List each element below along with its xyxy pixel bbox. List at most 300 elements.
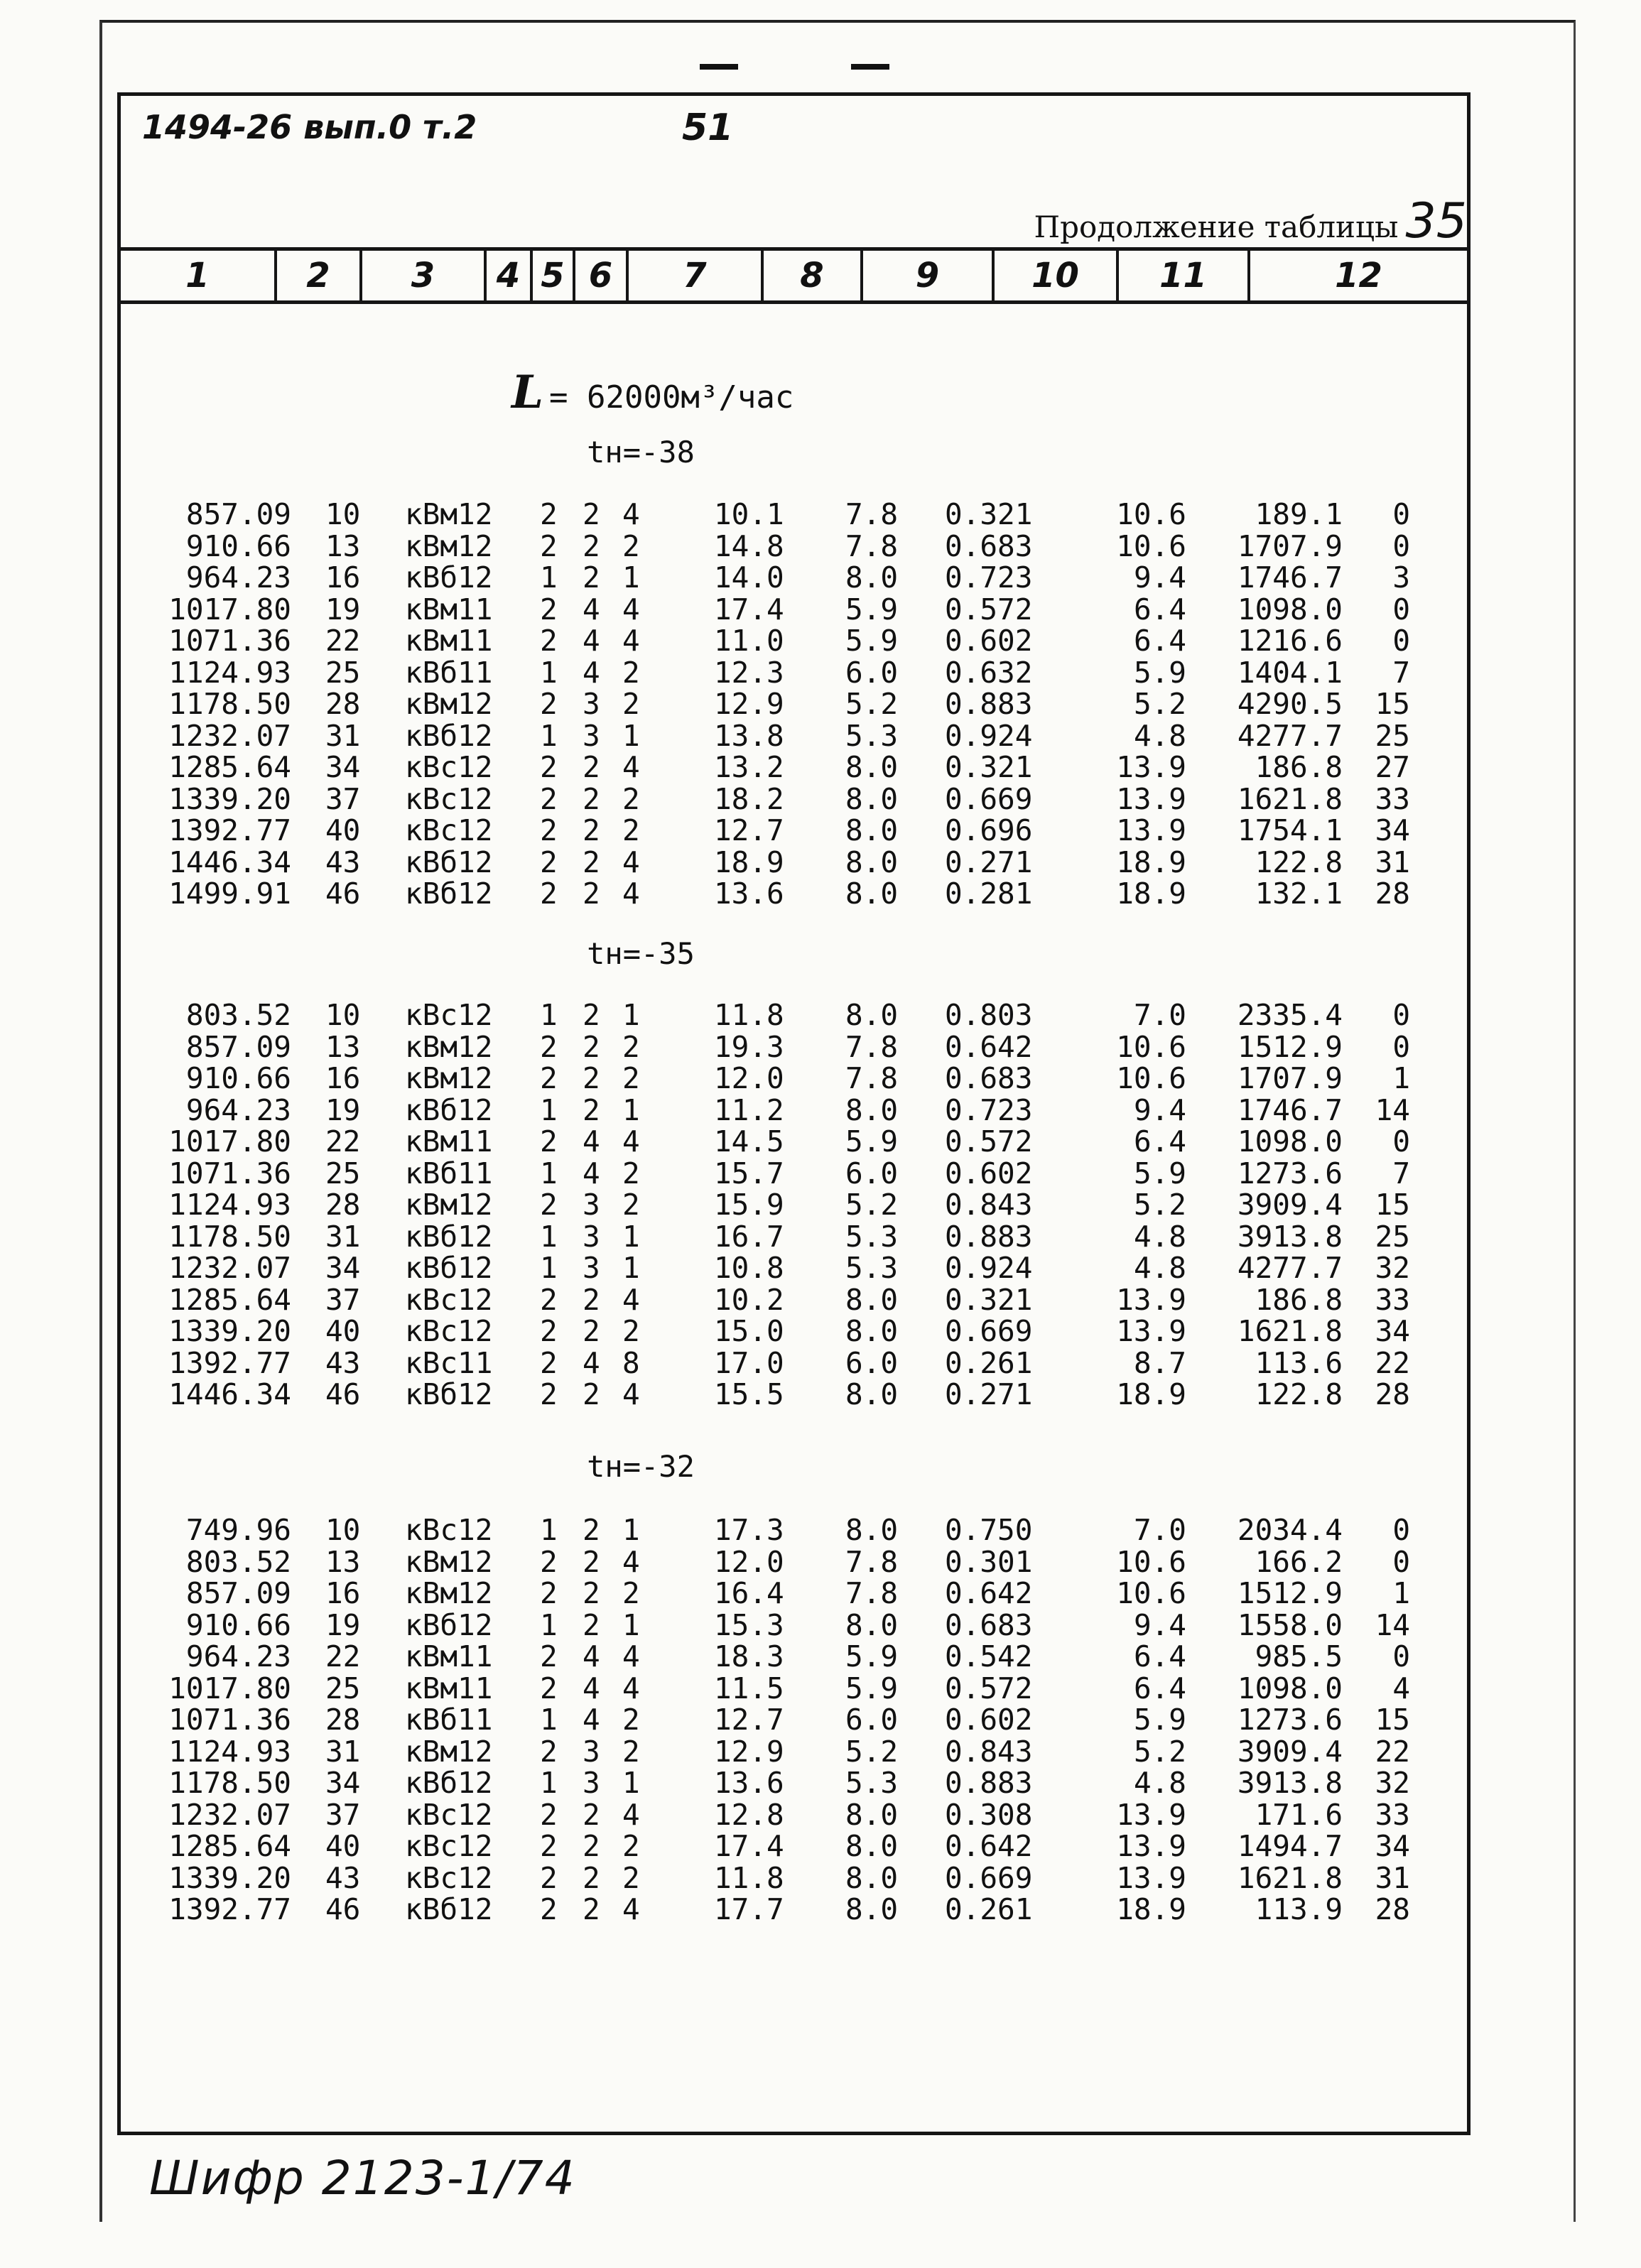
table-cell: 5.2 — [845, 1188, 899, 1222]
table-cell: 13.9 — [1116, 1860, 1186, 1895]
table-cell: 10.2 — [714, 1282, 784, 1317]
table-cell: 1124.93 — [168, 1188, 291, 1222]
table-cell: 122.8 — [1255, 1377, 1343, 1411]
table-cell: 16 — [325, 1576, 361, 1610]
table-cell: 40 — [325, 1829, 361, 1863]
table-cell: 2 — [622, 528, 640, 563]
table-cell: 25 — [1375, 718, 1410, 753]
table-cell: 803.52 — [185, 998, 291, 1032]
table-cell: 15.7 — [714, 1156, 784, 1190]
table-cell: 2 — [583, 998, 600, 1032]
table-cell: кВс12 — [405, 1282, 493, 1317]
table-cell: 22 — [1375, 1345, 1410, 1380]
table-cell: 28 — [325, 1703, 361, 1737]
table-cell: 0.261 — [945, 1892, 1033, 1926]
table-row — [0, 750, 1641, 782]
table-cell: 4 — [622, 1671, 640, 1705]
table-cell: 0.843 — [945, 1188, 1033, 1222]
table-cell: 8.0 — [845, 1282, 899, 1317]
table-row — [0, 1545, 1641, 1577]
table-cell: 0.803 — [945, 998, 1033, 1032]
table-cell: 4 — [583, 1671, 600, 1705]
table-cell: 2335.4 — [1237, 998, 1343, 1032]
table-cell: 3 — [583, 1734, 600, 1769]
table-cell: 1071.36 — [168, 1703, 291, 1737]
table-cell: кВм12 — [405, 1188, 493, 1222]
table-cell: 3 — [583, 718, 600, 753]
table-cell: 1178.50 — [168, 1219, 291, 1254]
table-row — [0, 497, 1641, 529]
table-cell: 1339.20 — [168, 1314, 291, 1348]
table-cell: 2 — [622, 1703, 640, 1737]
table-cell: 22 — [325, 1639, 361, 1673]
table-cell: 10.6 — [1116, 497, 1186, 531]
table-cell: 186.8 — [1255, 1282, 1343, 1317]
table-cell: 1 — [540, 1219, 558, 1254]
table-cell: 1 — [622, 1219, 640, 1254]
section-rows — [0, 1513, 1641, 1924]
table-cell: 5.9 — [845, 1124, 899, 1159]
table-cell: кВб12 — [405, 1892, 493, 1926]
table-cell: 189.1 — [1255, 497, 1343, 531]
table-cell: 8.0 — [845, 560, 899, 595]
table-cell: 11.2 — [714, 1092, 784, 1127]
table-cell: 4 — [622, 1797, 640, 1832]
table-cell: 5.9 — [845, 592, 899, 626]
table-cell: 14.5 — [714, 1124, 784, 1159]
table-cell: 2 — [540, 1029, 558, 1064]
table-cell: 3 — [583, 1251, 600, 1285]
table-cell: кВб12 — [405, 560, 493, 595]
table-cell: 4277.7 — [1237, 718, 1343, 753]
table-row — [0, 719, 1641, 751]
table-row — [0, 1513, 1641, 1545]
table-cell: кВс12 — [405, 1797, 493, 1832]
table-cell: 0.642 — [945, 1829, 1033, 1863]
table-cell: 8.0 — [845, 1829, 899, 1863]
table-cell: кВс12 — [405, 1513, 493, 1547]
table-cell: 34 — [1375, 1829, 1410, 1863]
column-header: 10 — [995, 251, 1119, 300]
table-cell: кВс12 — [405, 1314, 493, 1348]
table-cell: 2 — [540, 845, 558, 879]
table-cell: 8.0 — [845, 1314, 899, 1348]
table-cell: 4 — [583, 1639, 600, 1673]
table-row — [0, 1283, 1641, 1315]
table-cell: 2 — [540, 1345, 558, 1380]
table-cell: 5.2 — [845, 1734, 899, 1769]
table-cell: 2 — [622, 1156, 640, 1190]
table-row — [0, 1766, 1641, 1798]
table-cell: 1017.80 — [168, 1671, 291, 1705]
table-row — [0, 1156, 1641, 1188]
table-cell: 4 — [622, 750, 640, 784]
table-cell: 33 — [1375, 781, 1410, 816]
column-header: 4 — [487, 251, 533, 300]
table-cell: 7.8 — [845, 497, 899, 531]
table-cell: 7.0 — [1133, 998, 1186, 1032]
table-row — [0, 1735, 1641, 1767]
table-cell: 0 — [1392, 624, 1410, 658]
table-cell: 10.6 — [1116, 1544, 1186, 1579]
table-cell: кВм12 — [405, 528, 493, 563]
table-cell: 17.4 — [714, 1829, 784, 1863]
table-cell: 8.0 — [845, 845, 899, 879]
table-cell: 4 — [622, 1639, 640, 1673]
table-cell: 2 — [622, 813, 640, 847]
table-cell: 1 — [622, 1607, 640, 1642]
table-cell: кВм11 — [405, 624, 493, 658]
table-cell: 0 — [1392, 1544, 1410, 1579]
table-cell: 13.9 — [1116, 813, 1186, 847]
table-cell: 0.642 — [945, 1576, 1033, 1610]
table-cell: 0.683 — [945, 528, 1033, 563]
table-cell: 17.0 — [714, 1345, 784, 1380]
table-cell: 5.9 — [1133, 1703, 1186, 1737]
table-cell: 857.09 — [185, 1029, 291, 1064]
table-row — [0, 1798, 1641, 1830]
table-cell: 8 — [622, 1345, 640, 1380]
table-cell: 2 — [622, 1061, 640, 1095]
table-cell: 13.6 — [714, 1766, 784, 1800]
table-cell: 4 — [583, 624, 600, 658]
table-row — [0, 782, 1641, 814]
table-cell: 2 — [583, 1314, 600, 1348]
table-cell: 0.632 — [945, 655, 1033, 690]
table-cell: 1 — [540, 1092, 558, 1127]
table-cell: 22 — [1375, 1734, 1410, 1769]
table-cell: 6.4 — [1133, 1671, 1186, 1705]
table-cell: 1017.80 — [168, 592, 291, 626]
table-cell: 2 — [540, 497, 558, 531]
table-cell: 33 — [1375, 1282, 1410, 1317]
table-cell: 0.602 — [945, 1703, 1033, 1737]
table-cell: 12.9 — [714, 1734, 784, 1769]
table-cell: 910.66 — [185, 1061, 291, 1095]
table-cell: 2 — [583, 1797, 600, 1832]
table-cell: 13.9 — [1116, 1797, 1186, 1832]
table-cell: 1285.64 — [168, 750, 291, 784]
table-cell: 113.9 — [1255, 1892, 1343, 1926]
table-cell: 122.8 — [1255, 845, 1343, 879]
table-cell: 33 — [1375, 1797, 1410, 1832]
table-cell: 28 — [1375, 877, 1410, 911]
table-row — [0, 1124, 1641, 1159]
table-cell: 7.8 — [845, 1029, 899, 1064]
flow-formula — [511, 366, 794, 419]
table-cell: 8.0 — [845, 1607, 899, 1642]
table-cell: 17.4 — [714, 592, 784, 626]
table-cell: 16 — [325, 560, 361, 595]
table-cell: 2 — [540, 1061, 558, 1095]
table-cell: 40 — [325, 813, 361, 847]
table-cell: кВм12 — [405, 687, 493, 721]
section-title: tн=-38 — [587, 435, 695, 470]
table-cell: 14.0 — [714, 560, 784, 595]
table-cell: 1621.8 — [1237, 1314, 1343, 1348]
table-row — [0, 529, 1641, 561]
table-cell: 18.9 — [1116, 877, 1186, 911]
table-cell: 3 — [1392, 560, 1410, 595]
table-cell: 43 — [325, 1860, 361, 1895]
table-cell: 2 — [583, 845, 600, 879]
table-cell: 0.572 — [945, 1671, 1033, 1705]
table-cell: кВс12 — [405, 781, 493, 816]
table-cell: 6.0 — [845, 655, 899, 690]
table-cell: 2 — [622, 1188, 640, 1222]
table-cell: 1 — [540, 1156, 558, 1190]
table-cell: 5.2 — [845, 687, 899, 721]
table-cell: 2 — [540, 877, 558, 911]
table-cell: 46 — [325, 1377, 361, 1411]
table-cell: 2034.4 — [1237, 1513, 1343, 1547]
table-cell: 1558.0 — [1237, 1607, 1343, 1642]
table-cell: 15.5 — [714, 1377, 784, 1411]
table-cell: 3909.4 — [1237, 1188, 1343, 1222]
table-cell: кВб11 — [405, 1156, 493, 1190]
table-cell: 12.9 — [714, 687, 784, 721]
table-cell: 4290.5 — [1237, 687, 1343, 721]
table-cell: 2 — [540, 1860, 558, 1895]
table-cell: 1098.0 — [1237, 1671, 1343, 1705]
table-cell: 1512.9 — [1237, 1576, 1343, 1610]
table-cell: 1 — [540, 1251, 558, 1285]
table-cell: 10.1 — [714, 497, 784, 531]
table-cell: 19 — [325, 1607, 361, 1642]
table-cell: 1754.1 — [1237, 813, 1343, 847]
table-cell: кВм11 — [405, 592, 493, 626]
table-cell: 2 — [583, 1282, 600, 1317]
table-cell: 11.8 — [714, 998, 784, 1032]
table-cell: 0.572 — [945, 1124, 1033, 1159]
table-cell: 13 — [325, 1544, 361, 1579]
table-cell: 1 — [540, 560, 558, 595]
table-cell: 2 — [622, 1734, 640, 1769]
table-cell: кВс12 — [405, 750, 493, 784]
table-cell: 0.924 — [945, 718, 1033, 753]
table-cell: 1178.50 — [168, 687, 291, 721]
flow-value: = 62000м³/час — [549, 379, 794, 416]
table-cell: 1 — [622, 1251, 640, 1285]
table-cell: 10 — [325, 998, 361, 1032]
table-cell: 5.3 — [845, 1251, 899, 1285]
table-row — [0, 1314, 1641, 1346]
table-cell: 11.5 — [714, 1671, 784, 1705]
table-cell: 4 — [583, 1345, 600, 1380]
table-cell: 34 — [325, 750, 361, 784]
table-cell: кВб12 — [405, 1607, 493, 1642]
table-cell: 1512.9 — [1237, 1029, 1343, 1064]
column-header: 12 — [1335, 256, 1382, 295]
table-row — [0, 1671, 1641, 1703]
table-cell: 0.750 — [945, 1513, 1033, 1547]
table-cell: 2 — [622, 687, 640, 721]
table-row — [0, 1576, 1641, 1608]
table-cell: 1071.36 — [168, 624, 291, 658]
header-reference: 1494-26 вып.0 т.2 — [142, 108, 477, 146]
table-cell: кВб12 — [405, 718, 493, 753]
table-cell: 0.669 — [945, 1860, 1033, 1895]
table-cell: 2 — [540, 1544, 558, 1579]
table-cell: 15.3 — [714, 1607, 784, 1642]
table-cell: 12.7 — [714, 1703, 784, 1737]
table-row — [0, 1061, 1641, 1093]
table-cell: кВм12 — [405, 1061, 493, 1095]
table-cell: 31 — [325, 718, 361, 753]
table-cell: 1071.36 — [168, 1156, 291, 1190]
table-cell: 1621.8 — [1237, 781, 1343, 816]
table-cell: 0.683 — [945, 1607, 1033, 1642]
table-cell: кВс12 — [405, 1829, 493, 1863]
table-cell: 14.8 — [714, 528, 784, 563]
column-header: 5 — [533, 251, 575, 300]
table-cell: 10.6 — [1116, 1576, 1186, 1610]
table-row — [0, 1861, 1641, 1893]
table-row — [0, 1251, 1641, 1283]
table-row — [0, 877, 1641, 911]
table-cell: кВм11 — [405, 1639, 493, 1673]
table-cell: 2 — [622, 1576, 640, 1610]
table-cell: 1494.7 — [1237, 1829, 1343, 1863]
table-cell: 0 — [1392, 1639, 1410, 1673]
table-cell: 18.2 — [714, 781, 784, 816]
table-cell: 32 — [1375, 1766, 1410, 1800]
table-cell: 3913.8 — [1237, 1219, 1343, 1254]
table-cell: 11.0 — [714, 624, 784, 658]
table-cell: 1 — [1392, 1061, 1410, 1095]
table-cell: 2 — [583, 528, 600, 563]
table-row — [0, 560, 1641, 595]
table-cell: 19.3 — [714, 1029, 784, 1064]
table-cell: 4 — [1392, 1671, 1410, 1705]
table-cell: 1339.20 — [168, 1860, 291, 1895]
table-row — [0, 1892, 1641, 1924]
table-cell: 0.261 — [945, 1345, 1033, 1380]
table-cell: 13 — [325, 1029, 361, 1064]
table-cell: 113.6 — [1255, 1345, 1343, 1380]
table-cell: кВс12 — [405, 998, 493, 1032]
table-cell: 1621.8 — [1237, 1860, 1343, 1895]
table-cell: 964.23 — [185, 1639, 291, 1673]
table-cell: 4 — [622, 1124, 640, 1159]
table-cell: 1404.1 — [1237, 655, 1343, 690]
table-cell: 0.602 — [945, 624, 1033, 658]
table-cell: 5.2 — [1133, 687, 1186, 721]
table-cell: 0 — [1392, 497, 1410, 531]
table-row — [0, 1030, 1641, 1062]
table-cell: 46 — [325, 877, 361, 911]
table-cell: 0.642 — [945, 1029, 1033, 1064]
table-cell: 5.3 — [845, 1219, 899, 1254]
table-row — [0, 687, 1641, 719]
table-cell: 5.9 — [845, 1671, 899, 1705]
table-cell: 2 — [583, 813, 600, 847]
table-cell: 1446.34 — [168, 845, 291, 879]
table-cell: 1339.20 — [168, 781, 291, 816]
table-cell: 37 — [325, 1797, 361, 1832]
table-cell: 4 — [622, 1377, 640, 1411]
table-cell: кВм11 — [405, 1124, 493, 1159]
table-cell: 15.0 — [714, 1314, 784, 1348]
table-cell: 8.0 — [845, 1860, 899, 1895]
table-cell: 2 — [583, 1829, 600, 1863]
table-cell: 2 — [540, 1734, 558, 1769]
table-cell: 8.0 — [845, 750, 899, 784]
table-cell: 2 — [540, 1377, 558, 1411]
table-cell: 964.23 — [185, 560, 291, 595]
table-cell: 857.09 — [185, 1576, 291, 1610]
table-cell: 1 — [622, 998, 640, 1032]
table-cell: кВб12 — [405, 1092, 493, 1127]
table-cell: 166.2 — [1255, 1544, 1343, 1579]
table-cell: кВб12 — [405, 1377, 493, 1411]
table-cell: 1216.6 — [1237, 624, 1343, 658]
table-cell: 1 — [1392, 1576, 1410, 1610]
table-cell: 18.9 — [1116, 1377, 1186, 1411]
table-cell: 2 — [540, 781, 558, 816]
table-cell: 28 — [325, 1188, 361, 1222]
table-cell: 1746.7 — [1237, 560, 1343, 595]
table-cell: 1 — [540, 1766, 558, 1800]
table-cell: кВс11 — [405, 1345, 493, 1380]
table-cell: 2 — [540, 1282, 558, 1317]
table-cell: 12.0 — [714, 1544, 784, 1579]
table-cell: 1446.34 — [168, 1377, 291, 1411]
table-cell: 6.0 — [845, 1345, 899, 1380]
table-cell: 985.5 — [1255, 1639, 1343, 1673]
continuation-label: Продолжение таблицы — [1034, 210, 1399, 244]
table-cell: 2 — [583, 781, 600, 816]
table-cell: 7.8 — [845, 1061, 899, 1095]
table-cell: 0 — [1392, 528, 1410, 563]
table-cell: 19 — [325, 1092, 361, 1127]
table-cell: кВм11 — [405, 1671, 493, 1705]
table-cell: 2 — [540, 813, 558, 847]
table-cell: 0.669 — [945, 1314, 1033, 1348]
table-cell: кВс12 — [405, 1860, 493, 1895]
table-cell: 0 — [1392, 1124, 1410, 1159]
table-cell: 43 — [325, 845, 361, 879]
table-cell: 4277.7 — [1237, 1251, 1343, 1285]
table-cell: 2 — [622, 1829, 640, 1863]
table-row — [0, 624, 1641, 656]
table-cell: 171.6 — [1255, 1797, 1343, 1832]
table-cell: 4 — [622, 1282, 640, 1317]
table-cell: 4 — [583, 592, 600, 626]
table-cell: 31 — [1375, 845, 1410, 879]
table-cell: 0.669 — [945, 781, 1033, 816]
column-header: 3 — [362, 251, 487, 300]
table-cell: 8.0 — [845, 1797, 899, 1832]
column-header: 8 — [764, 251, 863, 300]
column-header: 2 — [277, 251, 362, 300]
table-cell: 186.8 — [1255, 750, 1343, 784]
table-cell: 5.9 — [845, 624, 899, 658]
table-cell: 6.4 — [1133, 624, 1186, 658]
table-cell: 2 — [540, 624, 558, 658]
table-cell: 2 — [540, 1829, 558, 1863]
table-cell: 2 — [583, 1607, 600, 1642]
table-cell: 0.843 — [945, 1734, 1033, 1769]
table-cell: 0.883 — [945, 1766, 1033, 1800]
table-cell: 15.9 — [714, 1188, 784, 1222]
table-cell: 2 — [583, 1544, 600, 1579]
table-cell: 1232.07 — [168, 718, 291, 753]
table-row — [0, 1703, 1641, 1735]
table-cell: 22 — [325, 624, 361, 658]
table-cell: 1 — [622, 1513, 640, 1547]
table-cell: 4 — [622, 845, 640, 879]
